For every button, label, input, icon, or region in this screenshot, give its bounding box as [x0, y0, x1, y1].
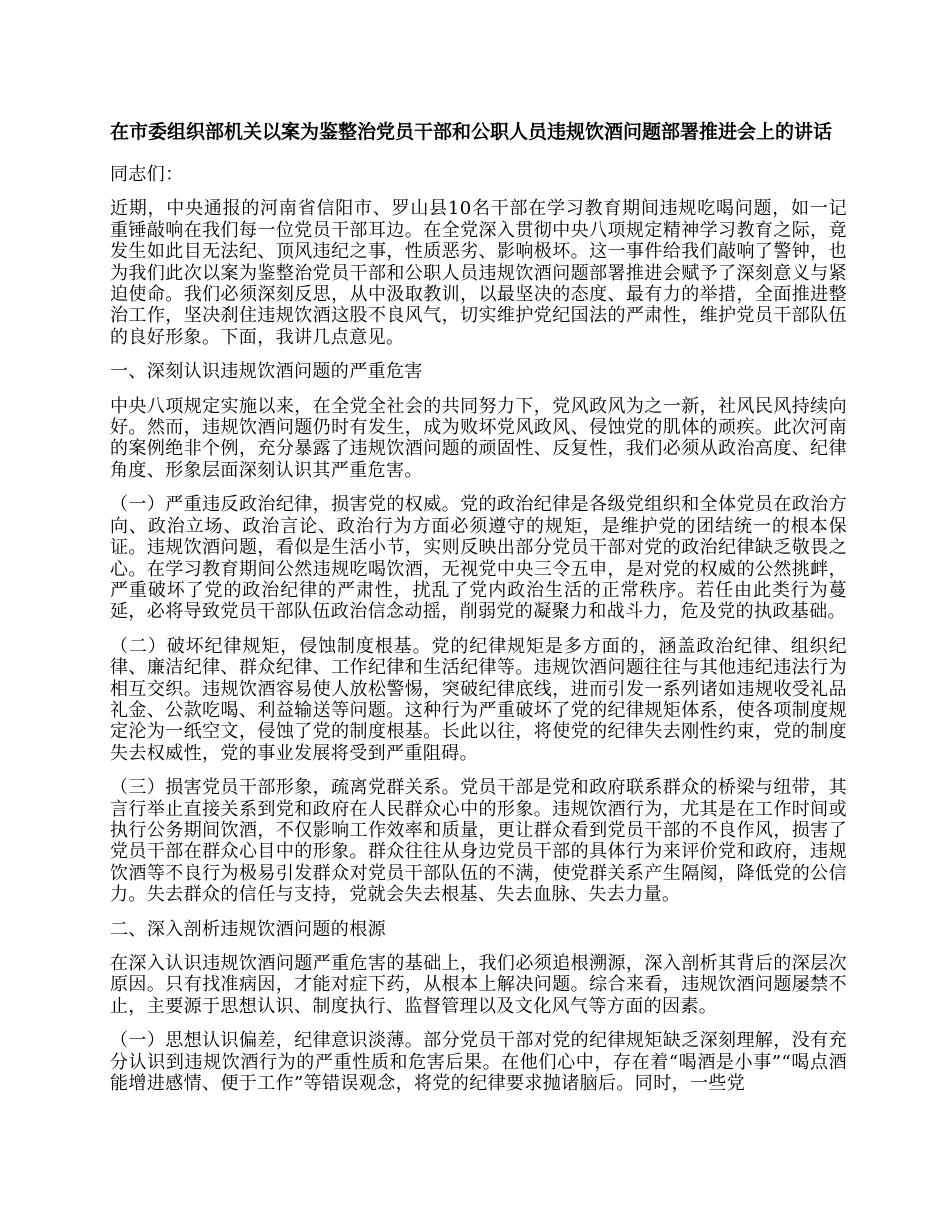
- paragraph-section2-point1: （一）思想认识偏差，纪律意识淡薄。部分党员干部对党的纪律规矩缺乏深刻理解，没有充分认识到违规饮酒行为的严重性质和危害后果。在他们心中，存在着“喝酒是小事”“喝点酒能增进感情、便于工作”等错误观念，将党的纪律要求抛诸脑后。同时，一些党: [110, 1030, 847, 1095]
- paragraph-section2-intro: 在深入认识违规饮酒问题严重危害的基础上，我们必须追根溯源，深入剖析其背后的深层次原因。只有找准病因，才能对症下药，从根本上解决问题。综合来看，违规饮酒问题屡禁不止，主要源于思想认识、制度执行、监督管理以及文化风气等方面的因素。: [110, 953, 847, 1017]
- section-heading-2: 二、深入剖析违规饮酒问题的根源: [110, 918, 386, 940]
- paragraph-section1-point3: （三）损害党员干部形象，疏离党群关系。党员干部是党和政府联系群众的桥梁与纽带，其言行举止直接关系到党和政府在人民群众心中的形象。违规饮酒行为，尤其是在工作时间或执行公务期间饮酒，不仅影响工作效率和质量，更让群众看到党员干部的不良作风，损害了党员干部在群众心目中的形象。群众往往从身边党员干部的具体行为来评价党和政府，违规饮酒等不良行为极易引发群众对党员干部队伍的不满，使党群关系产生隔阂，降低党的公信力。失去群众的信任与支持，党就会失去根基、失去血脉、失去力量。: [110, 777, 847, 906]
- paragraph-section1-intro: 中央八项规定实施以来，在全党全社会的共同努力下，党风政风为之一新，社风民风持续向好。然而，违规饮酒问题仍时有发生，成为败坏党风政风、侵蚀党的肌体的顽疾。此次河南的案例绝非个例，充分暴露了违规饮酒问题的顽固性、反复性，我们必须从政治高度、纪律角度、形象层面深刻认识其严重危害。: [110, 395, 847, 481]
- section-heading-1: 一、深刻认识违规饮酒问题的严重危害: [110, 361, 423, 383]
- salutation: 同志们：: [110, 164, 184, 185]
- paragraph-section1-point2: （二）破坏纪律规矩，侵蚀制度根基。党的纪律规矩是多方面的，涵盖政治纪律、组织纪律、廉洁纪律、群众纪律、工作纪律和生活纪律等。违规饮酒问题往往与其他违纪违法行为相互交织。违规饮酒容易使人放松警惕，突破纪律底线，进而引发一系列诸如违规收受礼品礼金、公款吃喝、利益输送等问题。这种行为严重破坏了党的纪律规矩体系，使各项制度规定沦为一纸空文，侵蚀了党的制度根基。长此以往，将使党的纪律失去刚性约束，党的制度失去权威性，党的事业发展将受到严重阻碍。: [110, 635, 847, 764]
- paragraph-section1-point1: （一）严重违反政治纪律，损害党的权威。党的政治纪律是各级党组织和全体党员在政治方向、政治立场、政治言论、政治行为方面必须遵守的规矩，是维护党的团结统一的根本保证。违规饮酒问题，看似是生活小节，实则反映出部分党员干部对党的政治纪律缺乏敬畏之心。在学习教育期间公然违规吃喝饮酒，无视党中央三令五申，是对党的权威的公然挑衅，严重破坏了党的政治纪律的严肃性，扰乱了党内政治生活的正常秩序。若任由此类行为蔓延，必将导致党员干部队伍政治信念动摇，削弱党的凝聚力和战斗力，危及党的执政基础。: [110, 494, 847, 623]
- document-title: 在市委组织部机关以案为鉴整治党员干部和公职人员违规饮酒问题部署推进会上的讲话: [110, 121, 833, 143]
- paragraph-intro: 近期，中央通报的河南省信阳市、罗山县10名干部在学习教育期间违规吃喝问题，如一记重锤敲响在我们每一位党员干部耳边。在全党深入贯彻中央八项规定精神学习教育之际，竟发生如此目无法纪、顶风违纪之事，性质恶劣、影响极坏。这一事件给我们敲响了警钟，也为我们此次以案为鉴整治党员干部和公职人员违规饮酒问题部署推进会赋予了深刻意义与紧迫使命。我们必须深刻反思，从中汲取教训，以最坚决的态度、最有力的举措，全面推进整治工作，坚决刹住违规饮酒这股不良风气，切实维护党纪国法的严肃性，维护党员干部队伍的良好形象。下面，我讲几点意见。: [110, 198, 847, 348]
